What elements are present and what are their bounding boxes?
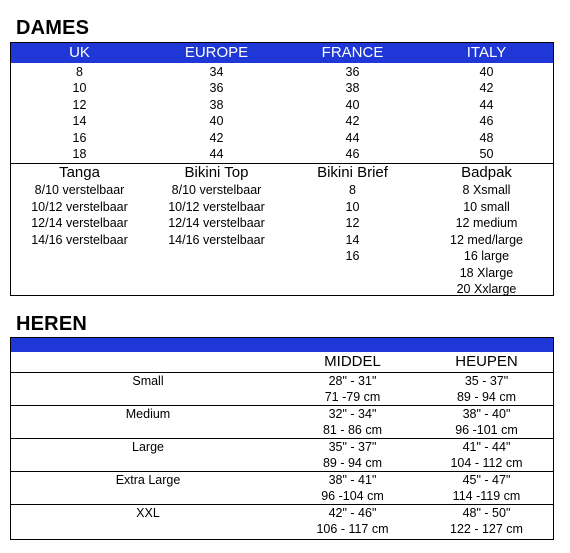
list-item: 18 Xlarge [459, 265, 514, 280]
col-bikini-top: Bikini Top [184, 164, 249, 182]
table-row [11, 97, 553, 113]
middel-cell [285, 472, 420, 504]
table-row [11, 372, 553, 405]
col-uk: UK [69, 44, 90, 61]
middel-cell [285, 505, 420, 537]
middel-cm: 89 - 94 cm [322, 456, 383, 470]
list-item: 8/10 verstelbaar [171, 183, 262, 198]
middel-cm: 71 -79 cm [324, 390, 381, 404]
cell: 12 [72, 97, 87, 112]
cell: 42 [479, 81, 494, 96]
heren-title: HEREN [16, 313, 88, 335]
size-label: Extra Large [115, 473, 181, 487]
col-italy: ITALY [466, 44, 507, 61]
heupen-cell [420, 406, 553, 438]
heupen-cell [420, 439, 553, 471]
heupen-inch: 48" - 50" [462, 506, 511, 520]
list-item: 12 med/large [450, 232, 523, 247]
heupen-cm: 114 -119 cm [452, 489, 521, 503]
heupen-inch: 35 - 37" [464, 374, 509, 388]
list-item: 16 large [463, 249, 510, 264]
col-france: FRANCE [321, 44, 384, 61]
middel-cm: 106 - 117 cm [316, 522, 389, 536]
size-label: Large [132, 440, 164, 454]
col-tanga: Tanga [59, 164, 100, 182]
cell: 38 [209, 97, 224, 112]
list-item: 12 [345, 216, 360, 231]
cell: 40 [479, 65, 494, 79]
heupen-inch: 38" - 40" [462, 407, 511, 421]
dames-size-rows [11, 63, 553, 162]
cell: 46 [479, 114, 494, 129]
heupen-cm: 104 - 112 cm [450, 456, 523, 470]
list-item: 14 [345, 232, 360, 247]
heupen-cell [420, 373, 553, 405]
middel-cell [285, 439, 420, 471]
middel-inch: 32" - 34" [328, 407, 377, 421]
table-row [11, 438, 553, 471]
heupen-inch: 45" - 47" [462, 473, 511, 487]
cell: 48 [479, 130, 494, 145]
cell: 40 [345, 97, 360, 112]
swim-header [11, 164, 553, 182]
col-badpak: Badpak [461, 164, 512, 182]
size-label: Small [132, 374, 164, 388]
col-heupen: HEUPEN [455, 353, 518, 370]
table-row [11, 113, 553, 129]
table-row [11, 504, 553, 537]
col-bikini-brief: Bikini Brief [317, 164, 388, 182]
heren-header-bar [11, 338, 553, 352]
tanga-list [11, 182, 148, 298]
middel-cell [285, 373, 420, 405]
heren-table [10, 337, 554, 540]
table-row [11, 405, 553, 438]
middel-inch: 42" - 46" [328, 506, 377, 520]
cell: 42 [209, 130, 224, 145]
cell: 46 [345, 146, 360, 161]
list-item: 8 Xsmall [462, 183, 511, 198]
list-item: 8/10 verstelbaar [34, 183, 125, 198]
dames-table [10, 42, 554, 296]
dames-title: DAMES [16, 17, 90, 39]
cell: 50 [479, 146, 494, 161]
badpak-list [420, 182, 553, 298]
middel-cm: 81 - 86 cm [322, 423, 383, 437]
list-item: 12 medium [455, 216, 518, 231]
cell: 10 [72, 81, 87, 96]
cell: 34 [209, 65, 224, 79]
col-middel: MIDDEL [324, 353, 381, 370]
heupen-cm: 96 -101 cm [455, 423, 518, 437]
heupen-cm: 122 - 127 cm [450, 522, 523, 536]
heren-column-header [11, 352, 553, 372]
middel-inch: 35" - 37" [328, 440, 377, 454]
bikini-top-list [148, 182, 285, 298]
list-item: 10/12 verstelbaar [31, 199, 128, 214]
list-item: 8 [349, 183, 356, 198]
cell: 44 [209, 146, 224, 161]
cell: 38 [345, 81, 360, 96]
middel-cell [285, 406, 420, 438]
cell: 16 [72, 130, 87, 145]
heupen-inch: 41" - 44" [462, 440, 511, 454]
col-size [11, 352, 285, 372]
list-item: 14/16 verstelbaar [168, 232, 265, 247]
cell: 18 [72, 146, 87, 161]
dames-header-bar [11, 43, 553, 63]
heupen-cell [420, 505, 553, 537]
table-row [11, 146, 553, 162]
list-item: 10 [345, 199, 360, 214]
table-row [11, 64, 553, 80]
heupen-cm: 89 - 94 cm [456, 390, 517, 404]
heupen-cell [420, 472, 553, 504]
list-item: 10 small [463, 199, 510, 214]
size-label: Medium [125, 407, 171, 421]
table-row [11, 130, 553, 146]
middel-inch: 28" - 31" [328, 374, 377, 388]
list-item: 16 [345, 249, 360, 264]
cell: 42 [345, 114, 360, 129]
swim-columns [11, 182, 553, 298]
cell: 14 [72, 114, 87, 129]
list-item: 10/12 verstelbaar [168, 199, 265, 214]
cell: 36 [209, 81, 224, 96]
cell: 36 [345, 65, 360, 79]
col-europe: EUROPE [184, 44, 249, 61]
list-item: 14/16 verstelbaar [31, 232, 128, 247]
table-row [11, 471, 553, 504]
cell: 8 [76, 65, 83, 79]
cell: 40 [209, 114, 224, 129]
list-item: 12/14 verstelbaar [31, 216, 128, 231]
list-item: 12/14 verstelbaar [168, 216, 265, 231]
cell: 44 [479, 97, 494, 112]
list-item: 20 Xxlarge [456, 282, 517, 297]
table-row [11, 80, 553, 96]
cell: 44 [345, 130, 360, 145]
bikini-brief-list [285, 182, 420, 298]
middel-cm: 96 -104 cm [321, 489, 384, 503]
middel-inch: 38" - 41" [328, 473, 377, 487]
size-label: XXL [136, 506, 160, 520]
